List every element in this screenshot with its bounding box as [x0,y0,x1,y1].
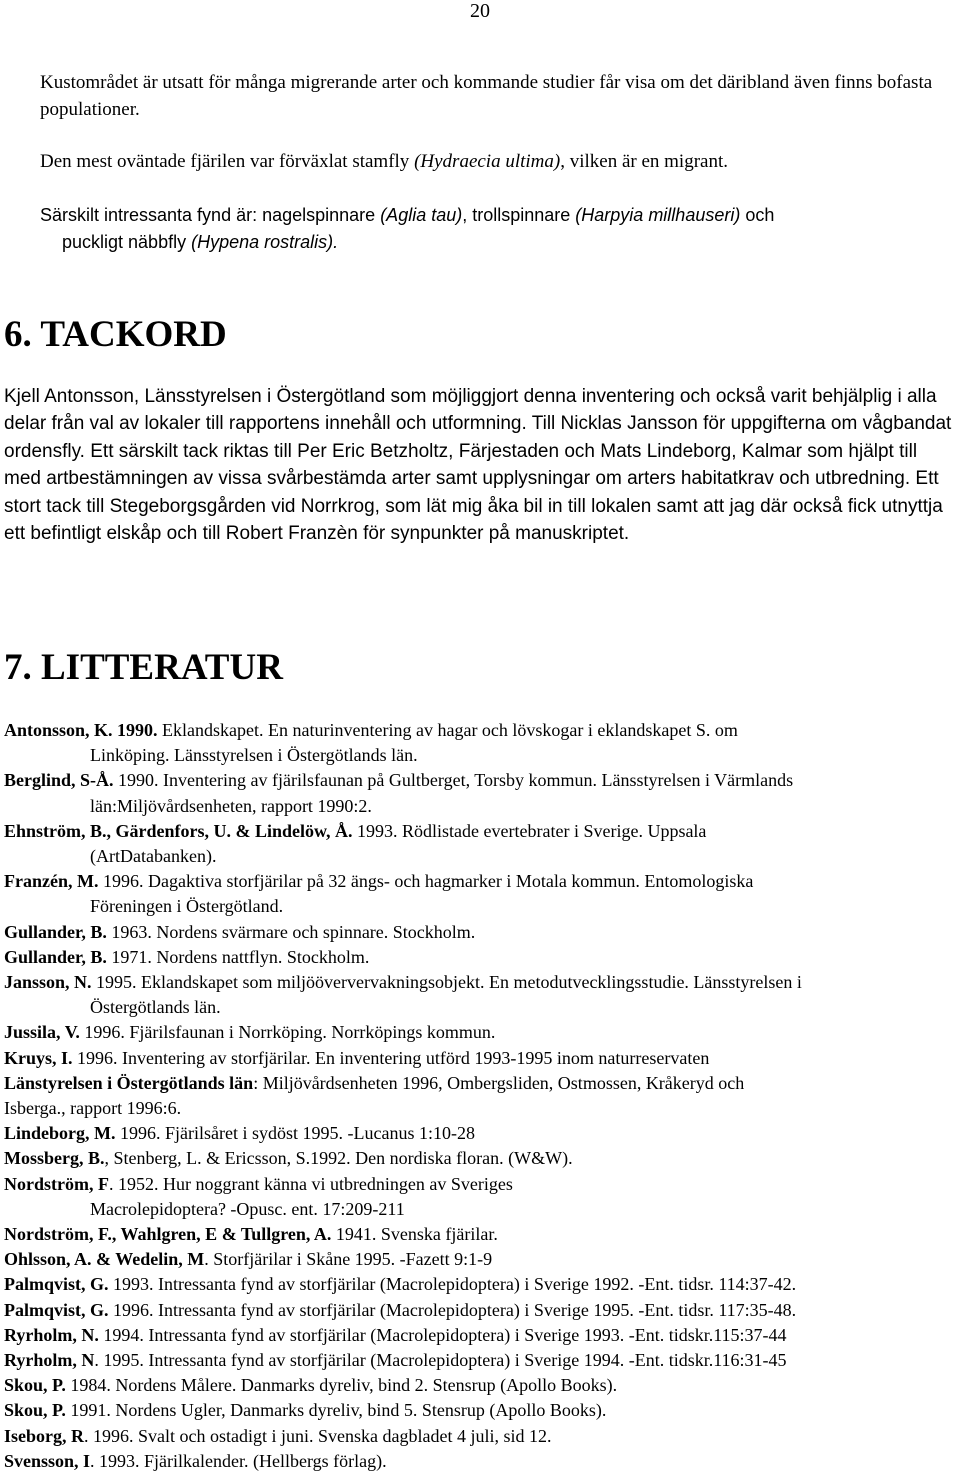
intro-paragraph-migration: Kustområdet är utsatt för många migrerande arter och kommande studier får visa om det däribland även finns bofasta populationer. [40,72,933,120]
reference-continuation: Föreningen i Östergötland. [90,896,284,917]
reference-author: Palmqvist, G. [4,1299,109,1320]
reference-text: 1963. Nordens svärmare och spinnare. Stockholm. [106,921,476,942]
reference-list [4,718,949,1474]
reference-item [4,1373,949,1398]
intro-text: och [740,205,775,225]
intro-text: , trollspinnare [462,205,576,225]
reference-continuation: Macrolepidoptera? -Opusc. ent. 17:209-211 [90,1198,405,1219]
reference-author: Skou, P. [4,1375,66,1396]
reference-author: Länstyrelsen i Östergötlands län [4,1072,254,1093]
intro-paragraph-unexpected [40,148,940,175]
reference-author: Jansson, N. [4,972,92,993]
intro-text: Särskilt intressanta fynd är: nagelspinnare [40,205,381,225]
reference-author: Antonsson, K. 1990. [4,720,158,740]
species-name: (Hydraecia ultima) [414,151,561,172]
reference-author: Berglind, S-Å. [4,770,114,791]
species-name: (Aglia tau) [380,205,463,225]
reference-text: 1996. Intressanta fynd av storfjärilar (Macrolepidoptera) i Sverige 1995. -Ent. tidsr. 117:35-48. [108,1299,797,1320]
reference-continuation: (ArtDatabanken). [90,846,217,867]
reference-author: Skou, P. [4,1400,66,1421]
reference-text: 1990. Inventering av fjärilsfaunan på Gultberget, Torsby kommun. Länsstyrelsen i Värmlands [113,770,794,791]
reference-item [4,1071,949,1096]
reference-item [4,1298,949,1323]
reference-text: , Stenberg, L. & Ericsson, S.1992. Den nordiska floran. (W&W). [104,1148,573,1169]
reference-author: Palmqvist, G. [4,1274,109,1295]
reference-author: Gullander, B. [4,921,107,942]
reference-author: Nordström, F., Wahlgren, E & Tullgren, A. [4,1224,332,1245]
reference-author: Lindeborg, M. [4,1123,116,1144]
reference-text: Isberga., rapport 1996:6. [4,1098,182,1119]
reference-text: 1971. Nordens nattflyn. Stockholm. [106,946,370,967]
reference-item [4,1096,949,1121]
reference-item [4,1146,949,1171]
reference-item [4,1020,949,1045]
reference-item [4,1449,949,1474]
reference-author: Gullander, B. [4,946,107,967]
reference-text: 1941. Svenska fjärilar. [331,1224,498,1245]
reference-text: 1994. Intressanta fynd av storfjärilar (Macrolepidoptera) i Sverige 1993. -Ent. tidskr.115:37-44 [98,1324,787,1345]
reference-item [4,819,949,869]
reference-text: 1996. Inventering av storfjärilar. En inventering utförd 1993-1995 inom naturreservaten [72,1047,710,1068]
species-name: (Harpyia millhauseri) [575,205,741,225]
heading-tackord: 6. TACKORD [4,314,227,355]
reference-text: 1991. Nordens Ugler, Danmarks dyreliv, bind 5. Stensrup (Apollo Books). [65,1400,607,1421]
reference-text: Eklandskapet. En naturinventering av hagar och lövskogar i eklandskapet S. om [157,720,738,740]
reference-text: 1993. Intressanta fynd av storfjärilar (Macrolepidoptera) i Sverige 1992. -Ent. tidsr. 114:37-42. [108,1274,797,1295]
reference-item [4,920,949,945]
reference-item [4,1424,949,1449]
reference-item [4,869,949,919]
reference-item [4,1046,949,1071]
reference-text: . 1993. Fjärilkalender. (Hellbergs förlag). [90,1450,387,1471]
reference-author: Jussila, V. [4,1022,80,1043]
reference-text: : Miljövårdsenheten 1996, Ombergsliden, Ostmossen, Kråkeryd och [253,1072,745,1093]
reference-author: Iseborg, R [4,1425,84,1446]
reference-item [4,1121,949,1146]
reference-item [4,945,949,970]
reference-item [4,1348,949,1373]
reference-text: . 1996. Svalt och ostadigt i juni. Svenska dagbladet 4 juli, sid 12. [84,1425,552,1446]
reference-text: . 1995. Intressanta fynd av storfjärilar (Macrolepidoptera) i Sverige 1994. -Ent. tidskr.116:31-45 [94,1350,787,1371]
reference-author: Mossberg, B. [4,1148,105,1169]
reference-author: Ryrholm, N. [4,1324,99,1345]
reference-continuation: Linköping. Länsstyrelsen i Östergötlands län. [90,745,418,766]
reference-item [4,768,949,818]
reference-author: Kruys, I. [4,1047,73,1068]
intro-text: , vilken är en migrant. [560,151,728,172]
reference-text: 1993. Rödlistade evertebrater i Sverige. Uppsala [352,820,707,841]
reference-item [4,1247,949,1272]
reference-text: . Storfjärilar i Skåne 1995. -Fazett 9:1-9 [204,1249,493,1270]
intro-text: puckligt näbbfly [62,232,192,252]
reference-continuation: län:Miljövårdsenheten, rapport 1990:2. [90,795,372,816]
reference-author: Nordström, F [4,1173,109,1194]
reference-item [4,718,949,768]
reference-item [4,1398,949,1423]
reference-text: 1996. Dagaktiva storfjärilar på 32 ängs- och hagmarker i Motala kommun. Entomologiska [98,871,754,892]
reference-author: Ohlsson, A. & Wedelin, M [4,1249,205,1270]
reference-author: Ryrholm, N [4,1350,95,1371]
reference-item [4,1222,949,1247]
reference-item [4,1323,949,1348]
intro-paragraph-interesting [40,202,940,256]
heading-litteratur: 7. LITTERATUR [4,647,283,688]
reference-text: 1995. Eklandskapet som miljööververvakningsobjekt. En metodutvecklingsstudie. Länsstyrelsen i [91,972,802,993]
intro-text: Den mest oväntade fjärilen var förväxlat stamfly [40,151,415,172]
reference-author: Ehnström, B., Gärdenfors, U. & Lindelöw, Å. [4,820,353,841]
tackord-body: Kjell Antonsson, Länsstyrelsen i Östergötland som möjliggjort denna inventering och också varit behjälplig i alla delar från val av lokaler till rapportens innehåll och utformning. Till Nicklas Jansson för uppgifterna om vågbandat ordensfly. Ett särskilt tack riktas till Per Eric Betzholtz, Färjestaden och Mats Lindeborg, Kalmar som hjälpt till med artbestämningen av vissa svårbestämda arter samt upplysningar om arters habitatkrav och utbredning. Ett stort tack till Stegeborgsgården vid Norrkrog, som lät mig åka bil in till lokalen samt att jag där också fick utnyttja ett befintligt elskåp och till Robert Franzèn för synpunkter på manuskriptet. [4,386,952,545]
reference-text: 1984. Nordens Målere. Danmarks dyreliv, bind 2. Stensrup (Apollo Books). [65,1375,618,1396]
reference-item [4,1272,949,1297]
reference-author: Svensson, I [4,1450,91,1471]
reference-continuation: Östergötlands län. [90,997,221,1018]
reference-author: Franzén, M. [4,871,99,892]
reference-text: 1996. Fjärilsåret i sydöst 1995. -Lucanus 1:10-28 [115,1123,475,1144]
reference-item [4,1172,949,1222]
intro-continuation [40,229,940,256]
reference-text: . 1952. Hur noggrant känna vi utbredningen av Sveriges [108,1173,513,1194]
reference-item [4,970,949,1020]
species-name: (Hypena rostralis). [191,232,339,252]
reference-text: 1996. Fjärilsfaunan i Norrköping. Norrköpings kommun. [79,1022,496,1043]
page-number: 20 [470,0,490,22]
